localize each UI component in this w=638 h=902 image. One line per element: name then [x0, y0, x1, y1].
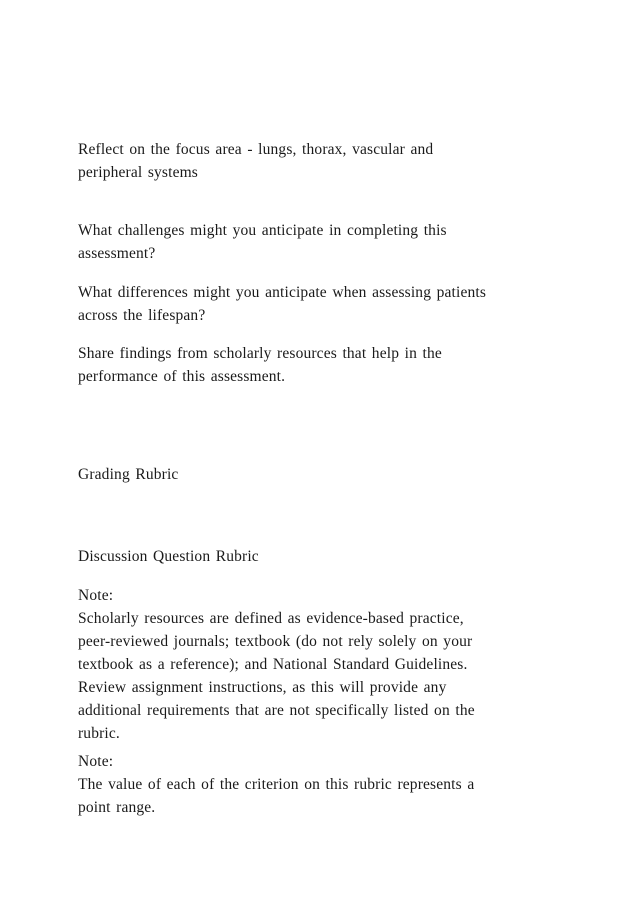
challenges-question: What challenges might you anticipate in completing this assessment? [78, 222, 447, 262]
differences-question: What differences might you anticipate when assessing patients across the lifespan? [78, 284, 487, 324]
reflect-prompt: Reflect on the focus area - lungs, thorax, vascular and peripheral systems [78, 141, 434, 181]
discussion-rubric-heading: Discussion Question Rubric [78, 548, 259, 565]
grading-rubric-heading: Grading Rubric [78, 466, 179, 483]
scholarly-resources-note: Note: Scholarly resources are defined as evidence-based practice, peer-reviewed journals; textbook (do not rely solely on your textbook as a reference); and National Standard Guidelines. Review assignment instructions, as this will provide any additional requirements that are not specifically listed on the rubric. [78, 587, 475, 742]
share-findings-prompt: Share findings from scholarly resources that help in the performance of this assessment. [78, 345, 442, 385]
criterion-value-note: Note: The value of each of the criterion on this rubric represents a point range. [78, 753, 475, 816]
